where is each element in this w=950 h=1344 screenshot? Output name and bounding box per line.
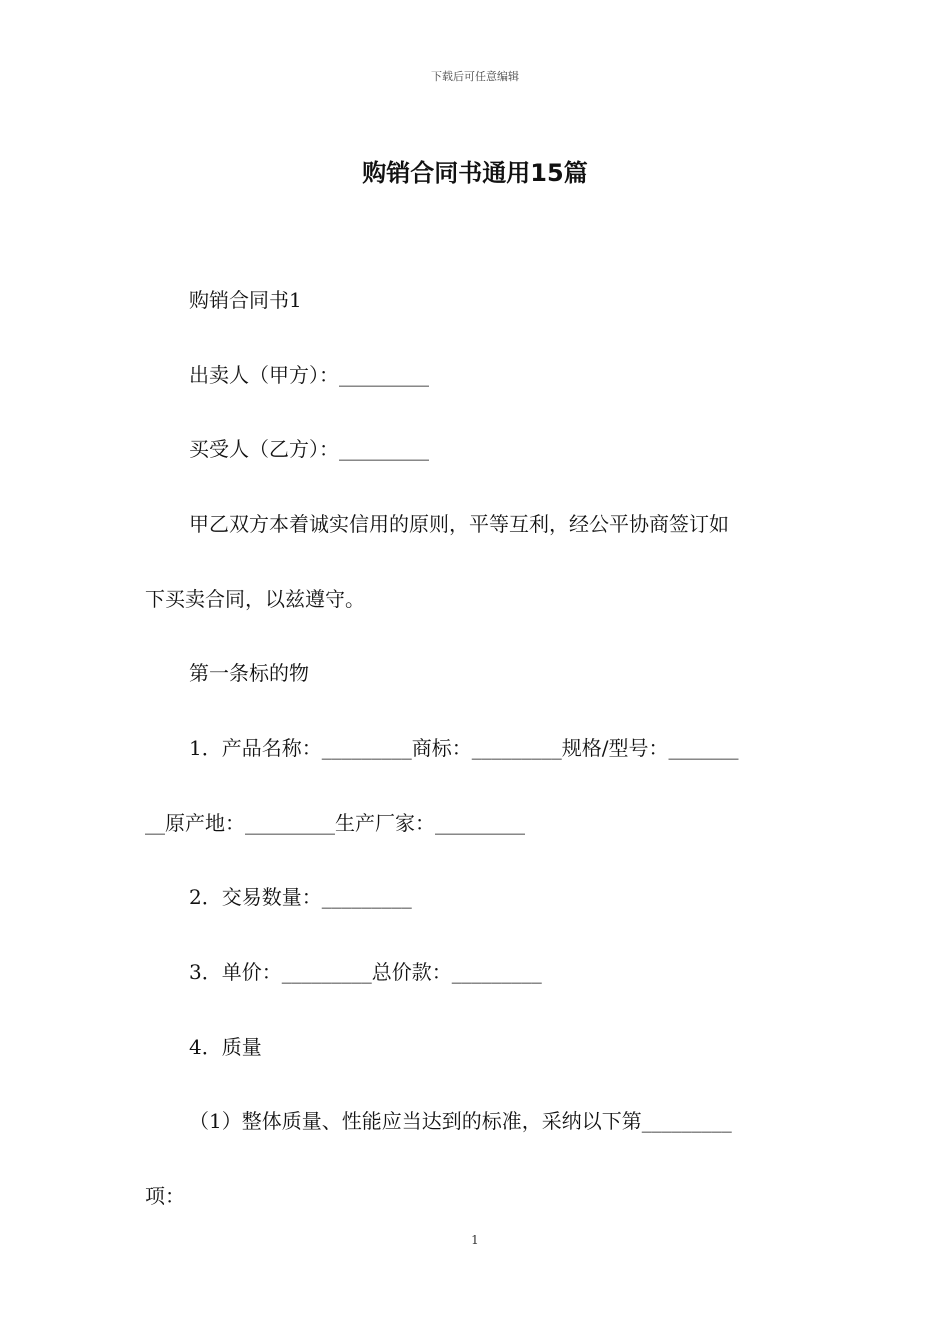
contract-heading: 购销合同书1: [189, 288, 302, 312]
item-1-line-2: __原产地：_________生产厂家：_________: [145, 811, 525, 835]
preamble-line-2: 下买卖合同，以兹遵守。: [145, 587, 365, 611]
item-3-line: 3．单价：_________总价款：_________: [189, 960, 542, 984]
page-header-note: 下载后可任意编辑: [431, 70, 519, 83]
item-1-line-1: 1．产品名称：_________商标：_________规格/型号：_______: [189, 736, 739, 760]
item-4-heading: 4．质量: [189, 1035, 262, 1059]
quality-clause-line-1: （1）整体质量、性能应当达到的标准，采纳以下第_________: [189, 1109, 732, 1133]
quality-clause-line-2: 项：: [145, 1184, 185, 1208]
article-1-heading: 第一条标的物: [189, 661, 309, 685]
buyer-line: 买受人（乙方）：_________: [189, 437, 429, 461]
item-2-line: 2．交易数量：_________: [189, 885, 412, 909]
page-number: 1: [471, 1233, 479, 1247]
seller-line: 出卖人（甲方）：_________: [189, 363, 429, 387]
document-title: 购销合同书通用15篇: [362, 159, 588, 187]
preamble-line-1: 甲乙双方本着诚实信用的原则，平等互利，经公平协商签订如: [189, 512, 729, 536]
